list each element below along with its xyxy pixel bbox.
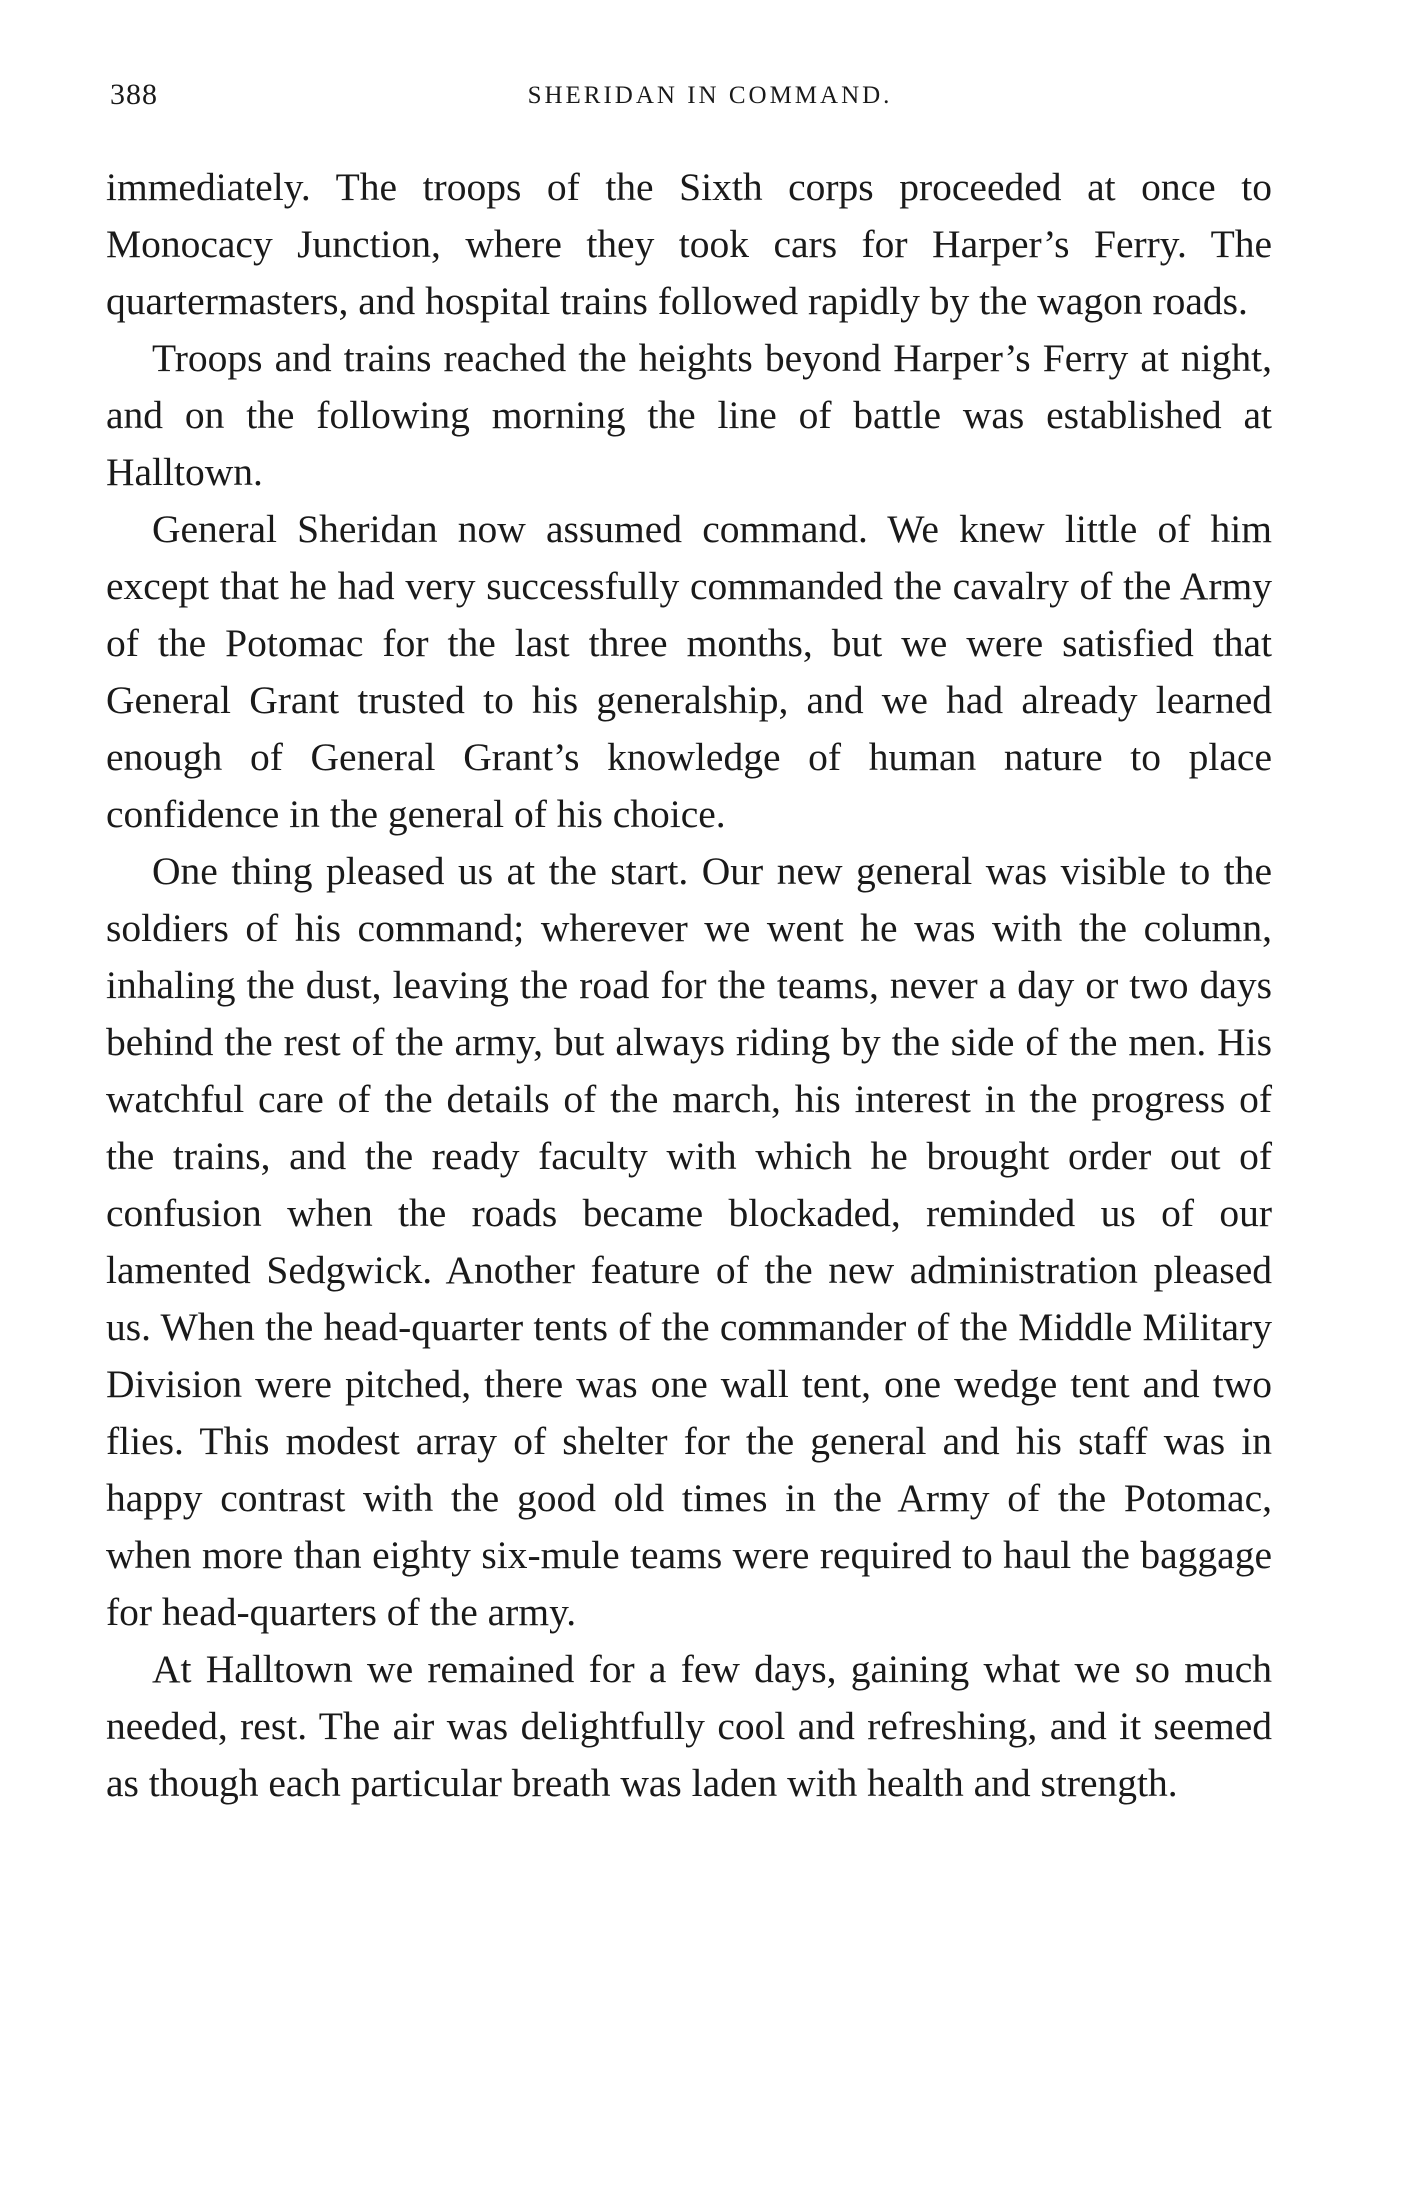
paragraph-halltown-rest: At Halltown we remained for a few days, gaining what we so much needed, rest. The air was delightfully cool and refreshing, and it seemed as though each particular breath was laden with health and strength. bbox=[106, 1647, 1272, 1805]
body-text bbox=[106, 159, 1272, 1812]
paragraph-halltown-arrival: Troops and trains reached the heights beyond Harper’s Ferry at night, and on the following morning the line of battle was established at Halltown. bbox=[106, 336, 1272, 494]
paragraph-continued: immediately. The troops of the Sixth corps proceeded at once to Monocacy Junction, where they took cars for Harper’s Ferry. The quartermasters, and hospital trains followed rapidly by the wagon roads. bbox=[106, 165, 1272, 323]
paragraph-new-general: One thing pleased us at the start. Our new general was visible to the soldiers of his command; wherever we went he was with the column, inhaling the dust, leaving the road for the teams, never a day or two days behind the rest of the army, but always riding by the side of the men. His watchful care of the details of the march, his interest in the progress of the trains, and the ready faculty with which he brought order out of confusion when the roads became blockaded, reminded us of our lamented Sedgwick. Another feature of the new administration pleased us. When the head-quarter tents of the commander of the Middle Military Division were pitched, there was one wall tent, one wedge tent and two flies. This modest array of shelter for the general and his staff was in happy contrast with the good old times in the Army of the Potomac, when more than eighty six-mule teams were required to haul the baggage for head-quarters of the army. bbox=[106, 849, 1272, 1634]
page-number: 388 bbox=[110, 78, 158, 111]
paragraph-sheridan-command: General Sheridan now assumed command. We knew little of him except that he had very successfully commanded the cavalry of the Army of the Potomac for the last three months, but we were satisfied that General Grant trusted to his generalship, and we had already learned enough of General Grant’s knowledge of human nature to place confidence in the general of his choice. bbox=[106, 507, 1272, 836]
running-head: SHERIDAN IN COMMAND. bbox=[527, 82, 893, 109]
page-header bbox=[110, 78, 1270, 118]
